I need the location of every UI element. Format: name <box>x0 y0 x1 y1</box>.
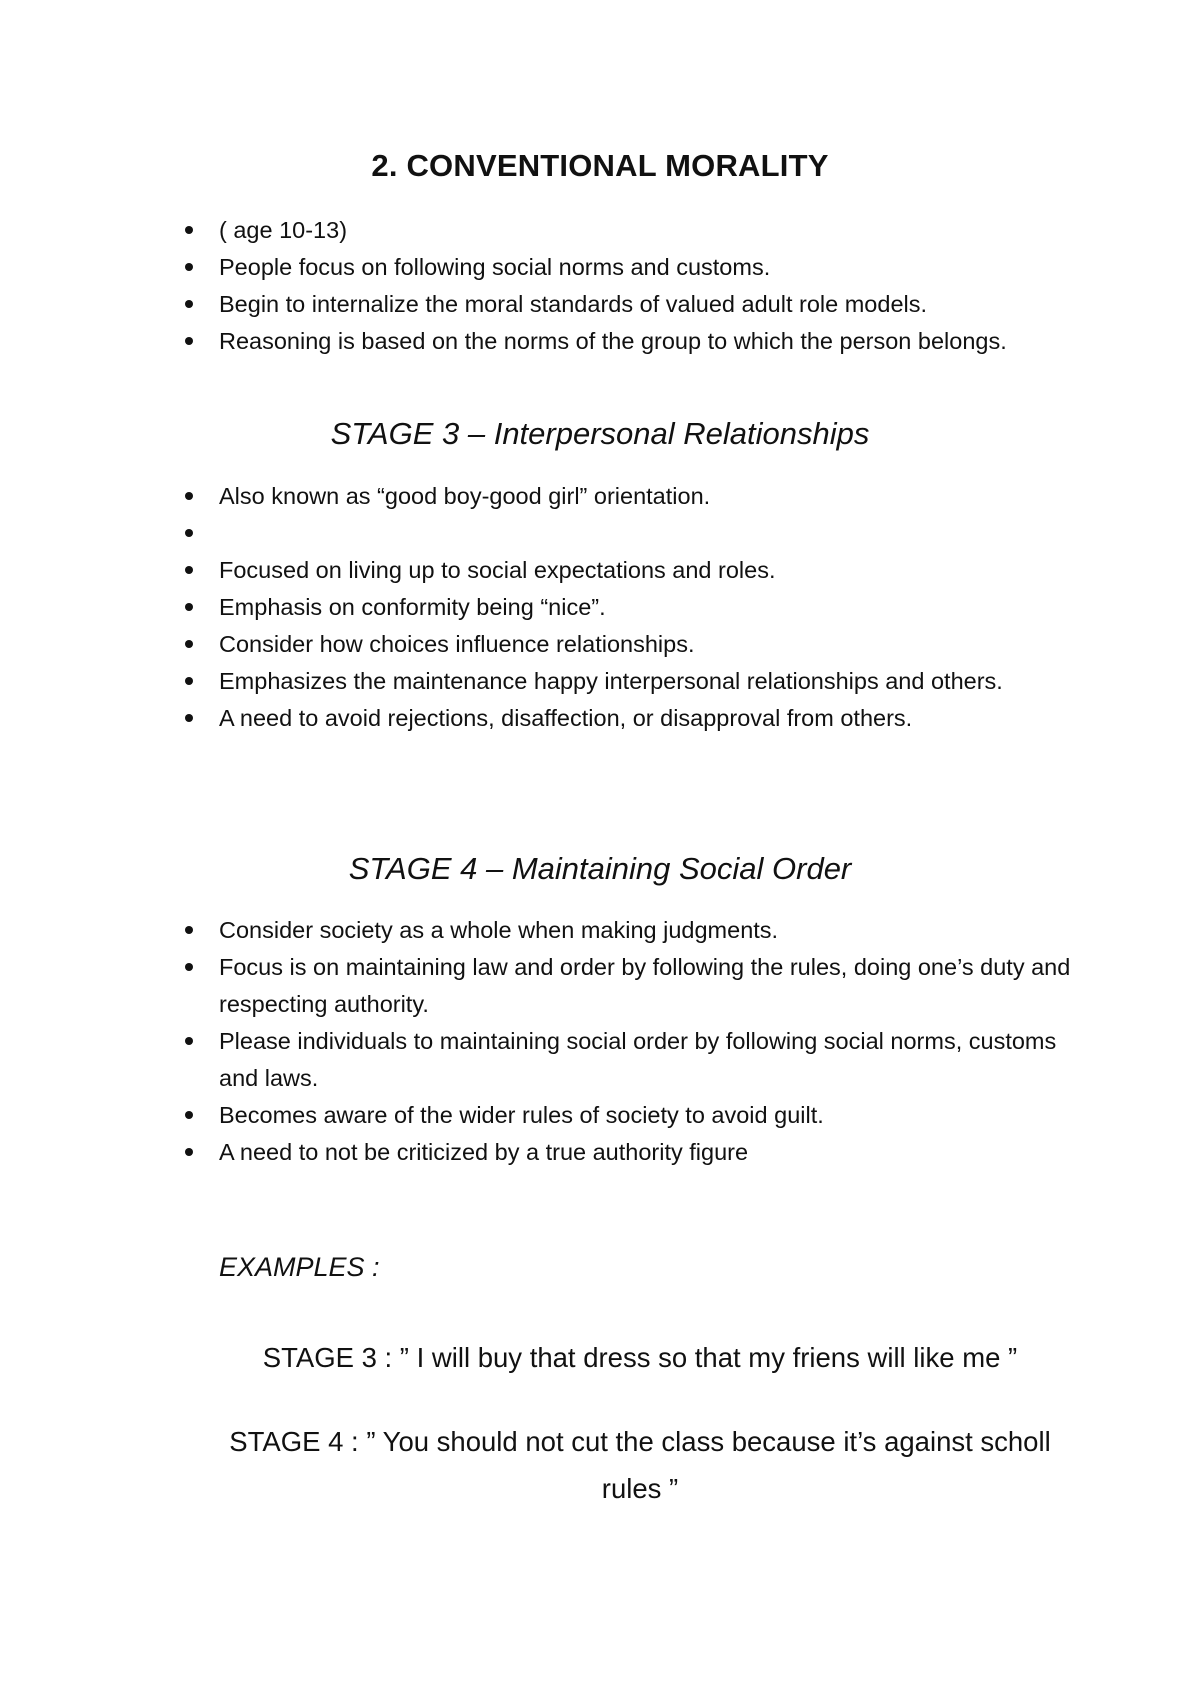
list-item <box>219 515 1079 552</box>
list-item: Becomes aware of the wider rules of society to avoid guilt. <box>219 1097 1079 1134</box>
example-stage4: STAGE 4 : ” You should not cut the class because it’s against scholl rules ” <box>229 1426 1051 1504</box>
list-item: Reasoning is based on the norms of the group to which the person belongs. <box>219 323 1079 360</box>
list-item: People focus on following social norms and customs. <box>219 249 1079 286</box>
list-item: Emphasizes the maintenance happy interpersonal relationships and others. <box>219 663 1079 700</box>
list-item: ( age 10-13) <box>219 212 1079 249</box>
list-item: A need to not be criticized by a true authority figure <box>219 1134 1079 1171</box>
intro-bullet-list <box>219 212 1079 360</box>
list-item: Please individuals to maintaining social order by following social norms, customs and laws. <box>219 1023 1079 1097</box>
list-item: Emphasis on conformity being “nice”. <box>219 589 1079 626</box>
list-item: Consider how choices influence relationships. <box>219 626 1079 663</box>
stage4-bullet-list <box>219 912 1079 1171</box>
stage3-bullet-list <box>219 478 1079 737</box>
list-item: Focus is on maintaining law and order by following the rules, doing one’s duty and respecting authority. <box>219 949 1079 1023</box>
page-title: 2. CONVENTIONAL MORALITY <box>371 148 829 183</box>
list-item: Focused on living up to social expectations and roles. <box>219 552 1079 589</box>
stage4-heading: STAGE 4 – Maintaining Social Order <box>348 851 852 886</box>
examples-label: EXAMPLES : <box>219 1252 380 1282</box>
list-item: Begin to internalize the moral standards of valued adult role models. <box>219 286 1079 323</box>
list-item: A need to avoid rejections, disaffection, or disapproval from others. <box>219 700 1079 737</box>
list-item: Consider society as a whole when making judgments. <box>219 912 1079 949</box>
stage3-heading: STAGE 3 – Interpersonal Relationships <box>330 416 870 451</box>
list-item: Also known as “good boy-good girl” orientation. <box>219 478 1079 515</box>
example-stage3: STAGE 3 : ” I will buy that dress so that my friens will like me ” <box>262 1342 1018 1373</box>
